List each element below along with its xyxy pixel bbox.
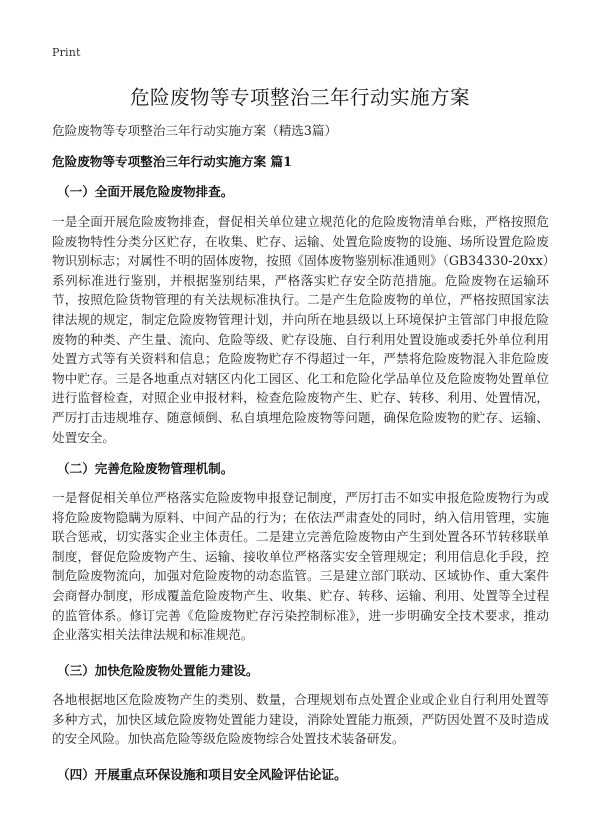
subsection-body-2: 一是督促相关单位严格落实危险废物申报登记制度，严厉打击不如实申报危险废物行为或将危险废物隐瞒为原料、中间产品的行为；在依法严肃查处的同时，纳入信用管理，实施联合惩戒，切实落实企业主体责任。二是建立完善危险废物由产生到处置各环节转移联单制度，督促危险废物产生、运输、接收单位严格落实安全管理规定；利用信息化手段，控制危险废物流向，加强对危险废物的动态监管。三是建立部门联动、区域协作、重大案件会商督办制度，形成覆盖危险废物产生、收集、贮存、转移、运输、利用、处置等全过程的监管体系。修订完善《危险废物贮存污染控制标准》，进一步明确安全技术要求，推动企业落实相关法律法规和标准规范。 <box>52 490 549 643</box>
print-link[interactable]: Print <box>52 46 81 59</box>
subsection-body-1: 一是全面开展危险废物排查，督促相关单位建立规范化的危险废物清单台账，严格按照危险废物特性分类分区贮存，在收集、贮存、运输、处置危险废物的设施、场所设置危险废物识别标志；对属性不明的固体废物，按照《固体废物鉴别标准通则》（GB34330-20xx）系列标准进行鉴别，并根据鉴别结果，严格落实贮存安全防范措施。危险废物在运输环节，按照危险货物管理的有关法规标准执行。二是产生危险废物的单位，严格按照国家法律法规的规定，制定危险废物管理计划，并向所在地县级以上环境保护主管部门申报危险废物的种类、产生量、流向、危险等级、贮存设施、自行利用处置设施或委托外单位利用处置方式等有关资料和信息；危险废物贮存不得超过一年，严禁将危险废物混入非危险废物中贮存。三是各地重点对辖区内化工园区、化工和危险化学品单位及危险废物处置单位进行监督检查，对照企业申报材料，检查危险废物产生、贮存、转移、利用、处置情况，严厉打击违规堆存、随意倾倒、私自填埋危险废物等问题，确保危险废物的贮存、运输、处置安全。 <box>52 214 549 445</box>
subsection-body-3: 各地根据地区危险废物产生的类别、数量，合理规划布点处置企业或企业自行利用处置等多种方式，加快区域危险废物处置能力建设，消除处置能力瓶颈，严防因处置不及时造成的安全风险。加快高危险等级危险废物综合处置技术装备研发。 <box>52 692 549 747</box>
subsection-heading-3: （三）加快危险废物处置能力建设。 <box>57 663 259 678</box>
document-subtitle: 危险废物等专项整治三年行动实施方案（精选3篇） <box>52 123 338 138</box>
section-title: 危险废物等专项整治三年行动实施方案 篇1 <box>52 154 292 169</box>
subsection-heading-2: （二）完善危险废物管理机制。 <box>57 461 234 476</box>
document-title: 危险废物等专项整治三年行动实施方案 <box>129 86 470 109</box>
subsection-heading-1: （一）全面开展危险废物排查。 <box>57 184 234 199</box>
subsection-heading-4: （四）开展重点环保设施和项目安全风险评估论证。 <box>57 767 347 782</box>
